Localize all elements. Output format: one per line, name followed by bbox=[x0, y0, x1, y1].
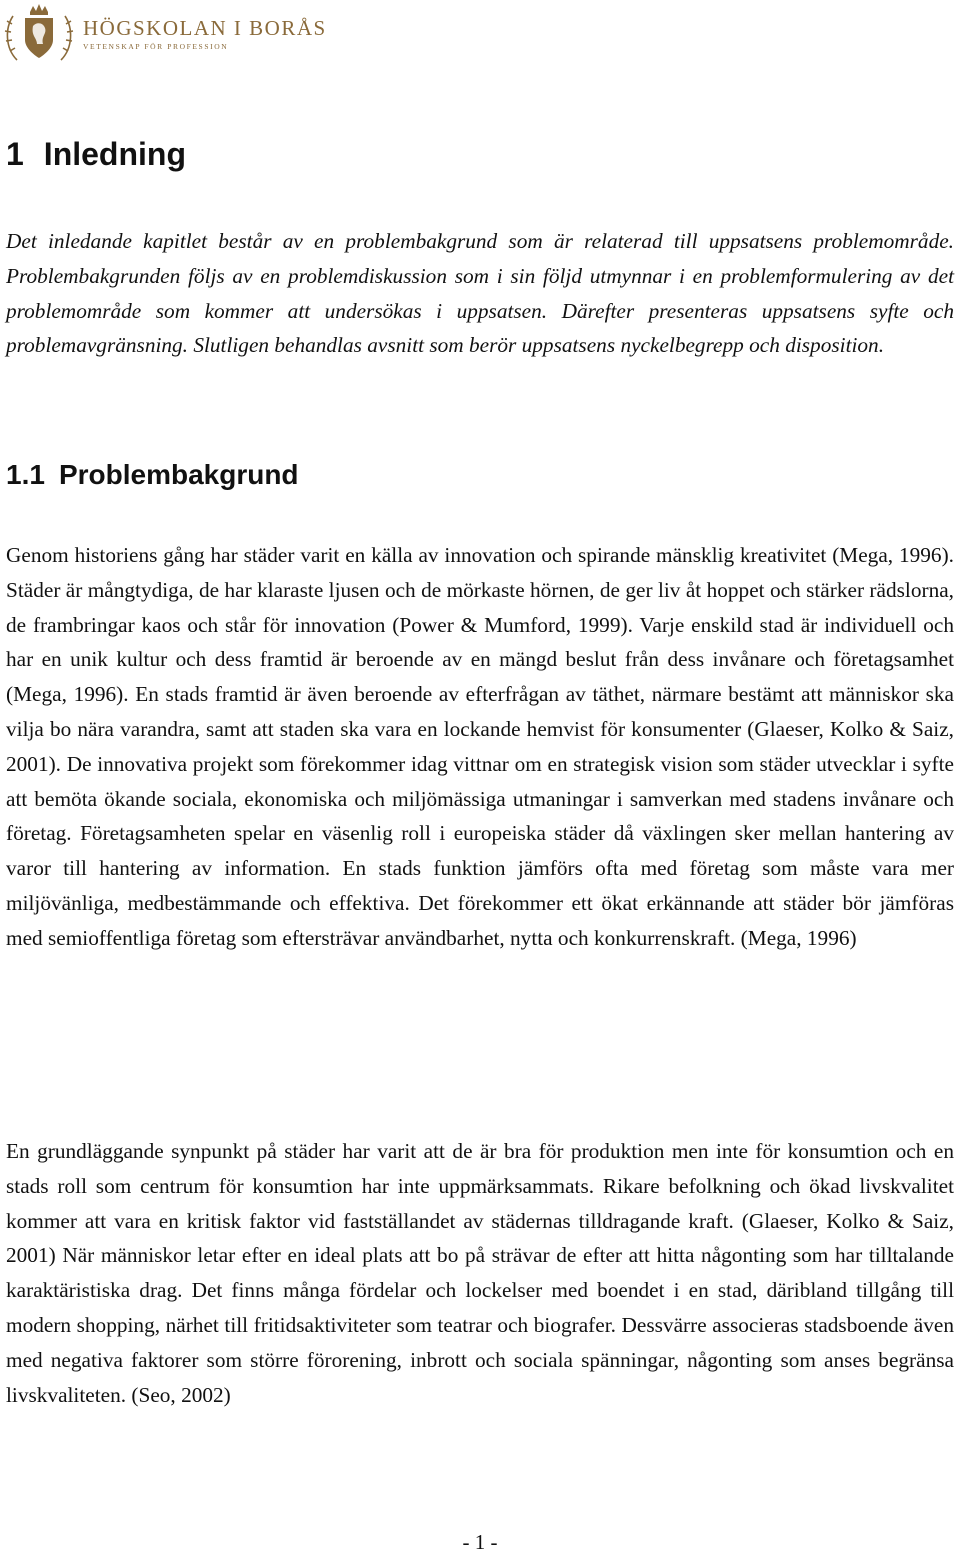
body-paragraph: Genom historiens gång har städer varit en källa av innovation och spirande mänsklig kreativitet (Mega, 1996). Städer är mångtydiga, de har klaraste ljusen och de mörkaste hörnen, de ger liv åt hoppet och stärker rädslorna, de frambringar kaos och står för innovation (Power & Mumford, 1999). Varje enskild stad är individuell och har en unik kultur och dess framtid är beroende av en mängd beslut från dess invånare och företagsamhet (Mega, 1996). En stads framtid är även beroende av efterfrågan av täthet, närmare bestämt att människor ska vilja bo nära varandra, samt att staden ska vara en lockande hemvist för konsumenter (Glaeser, Kolko & Saiz, 2001). De innovativa projekt som förekommer idag vittnar om en strategisk vision som städer utvecklar i syfte att bemöta ökande sociala, ekonomiska och miljömässiga utmaningar i samverkan med stadens invånare och företag. Företagsamheten spelar en väsenlig roll i europeiska städer då växlingen sker mellan hantering av varor till hantering av information. En stads funktion jämförs ofta med företag som måste vara mer miljövänliga, medbestämmande och effektiva. Det förekommer ett ökat erkännande att städer bör jämföras med semioffentliga företag som eftersträvar användbarhet, nytta och konkurrenskraft. (Mega, 1996) bbox=[6, 543, 954, 950]
chapter-number: 1 bbox=[6, 136, 24, 172]
chapter-heading bbox=[6, 136, 186, 173]
section-heading bbox=[6, 459, 299, 491]
chapter-intro: Det inledande kapitlet består av en problembakgrund som är relaterad till uppsatsens problemområde. Problembakgrunden följs av en problemdiskussion som i sin följd utmynnar i en problemformulering av det problemområde som kommer att undersökas i uppsatsen. Därefter presenteras uppsatsens syfte och problemavgränsning. Slutligen behandlas avsnitt som berör uppsatsens nyckelbegrepp och disposition. bbox=[6, 229, 954, 358]
section-number: 1.1 bbox=[6, 459, 45, 490]
logo-text bbox=[83, 16, 327, 52]
university-logo bbox=[3, 2, 327, 66]
page-number: - 1 - bbox=[462, 1530, 498, 1554]
logo-name: HÖGSKOLAN I BORÅS bbox=[83, 16, 327, 40]
chapter-title: Inledning bbox=[43, 136, 186, 172]
body-paragraph: En grundläggande synpunkt på städer har varit att de är bra för produktion men inte för konsumtion och en stads roll som centrum för konsumtion har inte uppmärksammats. Rikare befolkning och ökad livskvalitet kommer att vara en kritisk faktor vid fastställandet av städernas tilldragande kraft. (Glaeser, Kolko & Saiz, 2001) När människor letar efter en ideal plats att bo på strävar de efter att hitta någonting som har tilltalande karaktäristiska drag. Det finns många fördelar och lockelser med boendet i en stad, däribland tillgång till modern shopping, närhet till fritidsaktiviteter som teatrar och biografer. Dessvärre associeras stadsboende även med negativa faktorer som större förorening, inbrott och sociala spänningar, någonting som anses begränsa livskvaliteten. (Seo, 2002) bbox=[6, 1139, 954, 1407]
section-title: Problembakgrund bbox=[58, 459, 299, 490]
logo-tagline: VETENSKAP FÖR PROFESSION bbox=[83, 42, 229, 51]
crest-icon bbox=[3, 2, 75, 66]
